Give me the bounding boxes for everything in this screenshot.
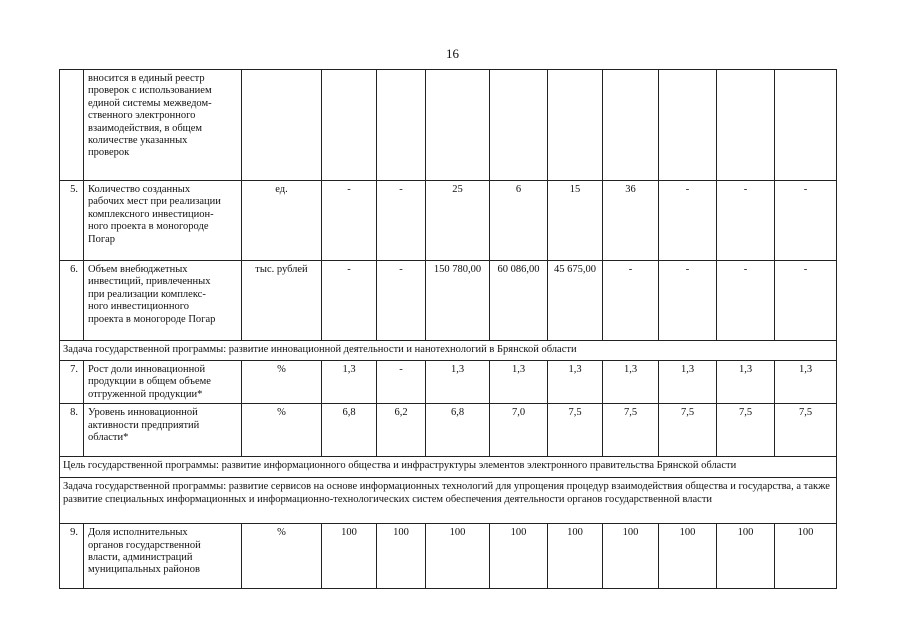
value-cell: - bbox=[322, 181, 377, 261]
value-cell: - bbox=[717, 261, 775, 341]
value-cell: - bbox=[603, 261, 659, 341]
table-section-row bbox=[60, 457, 837, 478]
value-cell: 6 bbox=[490, 181, 548, 261]
value-cell bbox=[659, 70, 717, 181]
value-cell: - bbox=[717, 181, 775, 261]
unit-cell: тыс. рублей bbox=[242, 261, 322, 341]
value-cell: 1,3 bbox=[659, 361, 717, 404]
value-cell: 100 bbox=[717, 524, 775, 589]
value-cell: - bbox=[775, 261, 837, 341]
indicator-name: вносится в единый реестр проверок с использованием единой системы межведом- ственного электронного взаимодействия, в общем количестве указанных проверок bbox=[84, 70, 242, 181]
table-row bbox=[60, 361, 837, 404]
value-cell: - bbox=[659, 261, 717, 341]
value-cell bbox=[717, 70, 775, 181]
row-number bbox=[60, 70, 84, 181]
row-number: 9. bbox=[60, 524, 84, 589]
value-cell: 1,3 bbox=[775, 361, 837, 404]
table-row bbox=[60, 404, 837, 457]
value-cell: 6,8 bbox=[426, 404, 490, 457]
program-goal-heading: Цель государственной программы: развитие информационного общества и инфраструктуры элементов электронного правительства Брянской области bbox=[60, 457, 837, 478]
value-cell: 7,5 bbox=[659, 404, 717, 457]
value-cell: 36 bbox=[603, 181, 659, 261]
row-number: 6. bbox=[60, 261, 84, 341]
value-cell: 7,5 bbox=[603, 404, 659, 457]
value-cell: 6,2 bbox=[377, 404, 426, 457]
value-cell: - bbox=[659, 181, 717, 261]
value-cell: 1,3 bbox=[717, 361, 775, 404]
value-cell: - bbox=[377, 361, 426, 404]
unit-cell bbox=[242, 70, 322, 181]
value-cell: 100 bbox=[775, 524, 837, 589]
value-cell: 1,3 bbox=[603, 361, 659, 404]
unit-cell: ед. bbox=[242, 181, 322, 261]
value-cell: 1,3 bbox=[322, 361, 377, 404]
value-cell bbox=[377, 70, 426, 181]
value-cell: - bbox=[377, 261, 426, 341]
value-cell: 100 bbox=[659, 524, 717, 589]
indicator-name: Рост доли инновационной продукции в общем объеме отгруженной продукции* bbox=[84, 361, 242, 404]
value-cell: 100 bbox=[548, 524, 603, 589]
table-row bbox=[60, 261, 837, 341]
row-number: 8. bbox=[60, 404, 84, 457]
value-cell: 7,5 bbox=[548, 404, 603, 457]
value-cell: 1,3 bbox=[490, 361, 548, 404]
indicator-name: Объем внебюджетных инвестиций, привлеченных при реализации комплекс- ного инвестиционного проекта в моногороде Погар bbox=[84, 261, 242, 341]
value-cell: 100 bbox=[426, 524, 490, 589]
table-section-row bbox=[60, 478, 837, 524]
indicator-name: Количество созданных рабочих мест при реализации комплексного инвестицион- ного проекта в моногороде Погар bbox=[84, 181, 242, 261]
value-cell: 6,8 bbox=[322, 404, 377, 457]
value-cell bbox=[490, 70, 548, 181]
unit-cell: % bbox=[242, 404, 322, 457]
value-cell: 100 bbox=[322, 524, 377, 589]
table-row bbox=[60, 524, 837, 589]
value-cell: 7,5 bbox=[775, 404, 837, 457]
row-number: 5. bbox=[60, 181, 84, 261]
row-number: 7. bbox=[60, 361, 84, 404]
value-cell: 15 bbox=[548, 181, 603, 261]
value-cell bbox=[603, 70, 659, 181]
value-cell: 1,3 bbox=[548, 361, 603, 404]
value-cell bbox=[426, 70, 490, 181]
value-cell bbox=[548, 70, 603, 181]
value-cell: 100 bbox=[377, 524, 426, 589]
value-cell: 25 bbox=[426, 181, 490, 261]
value-cell: 60 086,00 bbox=[490, 261, 548, 341]
value-cell bbox=[775, 70, 837, 181]
page-number: 16 bbox=[446, 46, 459, 61]
value-cell: - bbox=[775, 181, 837, 261]
value-cell: 45 675,00 bbox=[548, 261, 603, 341]
table-row bbox=[60, 181, 837, 261]
indicators-table bbox=[59, 69, 837, 589]
value-cell: 100 bbox=[603, 524, 659, 589]
value-cell: 100 bbox=[490, 524, 548, 589]
table-section-row bbox=[60, 341, 837, 361]
table-row bbox=[60, 70, 837, 181]
indicator-name: Уровень инновационной активности предприятий области* bbox=[84, 404, 242, 457]
program-task-heading: Задача государственной программы: развитие инновационной деятельности и нанотехнологий в Брянской области bbox=[60, 341, 837, 361]
unit-cell: % bbox=[242, 524, 322, 589]
value-cell: 150 780,00 bbox=[426, 261, 490, 341]
unit-cell: % bbox=[242, 361, 322, 404]
value-cell: 7,5 bbox=[717, 404, 775, 457]
program-task-heading: Задача государственной программы: развитие сервисов на основе информационных технологий для упрощения процедур взаимодействия общества и государства, а также развитие специальных информационных и информационно-технологических систем обеспечения деятельности органов государственной власти bbox=[60, 478, 837, 524]
indicator-name: Доля исполнительных органов государственной власти, администраций муниципальных районов bbox=[84, 524, 242, 589]
value-cell bbox=[322, 70, 377, 181]
value-cell: 1,3 bbox=[426, 361, 490, 404]
value-cell: 7,0 bbox=[490, 404, 548, 457]
value-cell: - bbox=[377, 181, 426, 261]
value-cell: - bbox=[322, 261, 377, 341]
